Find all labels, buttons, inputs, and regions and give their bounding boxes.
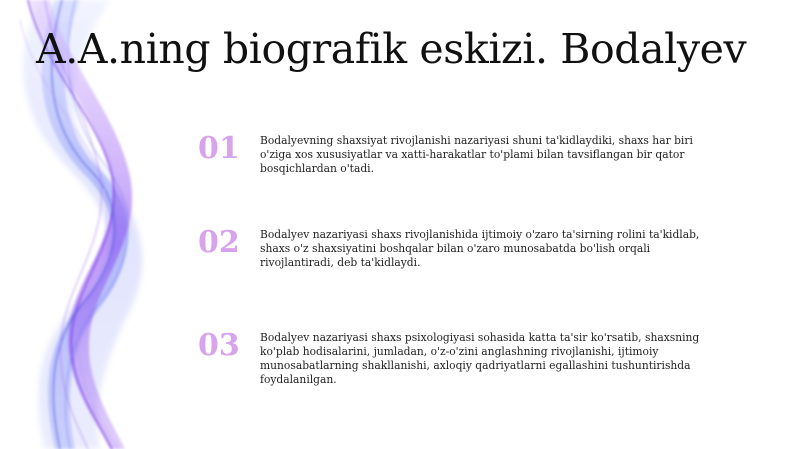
item-number: 02 (198, 225, 240, 260)
item-text: Bodalyev nazariyasi shaxs psixologiyasi sohasida katta ta'sir ko'rsatib, shaxsning ko'plab hodisalarini, jumladan, o'z-o'zini anglashning rivojlanishi, ijtimoiy munosabatlarning shakllanishi, axloqiy qadriyatlarni egallashini tushuntirishda foydalanilgan. (260, 331, 700, 386)
item-text: Bodalyev nazariyasi shaxs rivojlanishida ijtimoiy o'zaro ta'sirning rolini ta'kidlab, shaxs o'z shaxsiyatini boshqalar bilan o'zaro munosabatda bo'lish orqali rivojlantiradi, deb ta'kidlaydi. (260, 228, 700, 269)
item-text: Bodalyevning shaxsiyat rivojlanishi nazariyasi shuni ta'kidlaydiki, shaxs har biri o'ziga xos xususiyatlar va xatti-harakatlar to'plami bilan tavsiflangan bir qator bosqichlardan o'tadi. (260, 134, 693, 175)
item-number: 01 (198, 131, 240, 166)
slide-title: A.A.ning biografik eskizi. Bodalyev (36, 25, 747, 73)
item-number: 03 (198, 328, 240, 363)
